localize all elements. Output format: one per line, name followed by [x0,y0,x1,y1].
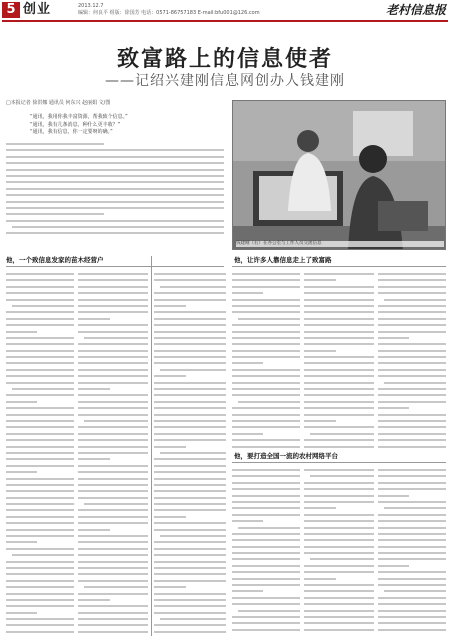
text-line [154,570,226,576]
text-line [78,583,148,589]
text-line [6,423,74,429]
text-line [378,372,446,378]
editor-contact: 编辑：何良平 组版：徐国芳 电话：0571-86757183 E-mail:bfu001@126.com [78,10,260,16]
text-line [78,602,148,608]
text-line [78,372,148,378]
text-line [154,289,226,295]
text-line [6,191,224,197]
text-line [232,504,300,510]
text-line [78,340,148,346]
intro-text [6,140,224,238]
text-line [304,391,374,397]
text-line [6,404,74,410]
text-line [378,517,446,523]
text-line [232,568,300,574]
text-line [232,321,300,327]
text-line [304,296,374,302]
text-line [6,506,74,512]
text-line [6,436,74,442]
article-title: 致富路上的信息使者 [116,47,333,72]
column-divider [151,256,152,636]
text-line [232,485,300,491]
text-line [304,536,374,542]
photo-image [233,101,446,250]
text-line [154,423,226,429]
text-line [154,487,226,493]
text-line [378,391,446,397]
text-line [154,436,226,442]
text-line [378,340,446,346]
text-line [154,590,226,596]
text-line [304,555,374,561]
intro-quotes [30,114,220,137]
text-line [6,590,74,596]
text-line [78,296,148,302]
text-line [6,570,74,576]
text-line [378,536,446,542]
text-line [304,359,374,365]
text-line [78,391,148,397]
text-line [232,308,300,314]
text-line [78,621,148,627]
text-line [6,443,74,449]
body-column-2 [78,270,148,636]
text-line [154,538,226,544]
text-line [6,621,74,627]
text-line [6,487,74,493]
section-rule [232,462,446,463]
text-line [154,340,226,346]
text-line [304,289,374,295]
photo-caption: 钱建刚（右）在办公室与工作人员交流信息 [236,241,444,247]
text-line [6,551,74,557]
text-line [6,628,74,634]
text-line [304,492,374,498]
text-line [232,492,300,498]
text-line [378,504,446,510]
text-line [6,198,224,204]
text-line [378,289,446,295]
text-line [154,404,226,410]
text-line [6,166,224,172]
text-line [378,436,446,442]
text-line [6,340,74,346]
issue-date: 2013.12.7 [78,3,104,9]
text-line [232,296,300,302]
quote-line: “通讯，我有信息，你一定要呀的确。” [30,129,113,135]
text-line [78,519,148,525]
section-title: 创业 [23,2,52,17]
text-line [304,436,374,442]
text-line [78,328,148,334]
text-line [378,423,446,429]
text-line [78,423,148,429]
text-line [154,328,226,334]
text-line [6,159,224,165]
text-line [378,587,446,593]
text-line [78,487,148,493]
text-line [232,619,300,625]
text-line [232,436,300,442]
text-line [6,359,74,365]
text-line [154,628,226,634]
text-line [6,308,74,314]
text-line [154,308,226,314]
text-line [232,340,300,346]
text-line [154,551,226,557]
text-line [378,296,446,302]
text-line [6,276,74,282]
text-line [304,308,374,314]
text-line [232,276,300,282]
text-line [6,229,224,235]
text-line [304,443,374,449]
text-line [154,321,226,327]
body-column-4 [232,270,300,450]
text-line [6,289,74,295]
text-line [154,359,226,365]
newspaper-logo: 老村信息报 [385,3,446,17]
text-line [304,587,374,593]
text-line [78,468,148,474]
text-line [6,391,74,397]
text-line [378,485,446,491]
text-line [378,328,446,334]
text-line [378,276,446,282]
text-line [78,551,148,557]
body-column-1 [6,270,74,636]
text-line [378,600,446,606]
section-rule [6,266,224,267]
text-line [304,423,374,429]
text-line [78,443,148,449]
text-line [154,468,226,474]
text-line [232,443,300,449]
article-subtitle: ——记绍兴建刚信息网创办人钱建刚 [105,73,345,89]
text-line [78,506,148,512]
text-line [232,423,300,429]
text-line [304,600,374,606]
body-column-3 [154,270,226,636]
text-line [378,359,446,365]
text-line [378,626,446,632]
text-line [232,536,300,542]
text-line [304,626,374,632]
text-line [232,391,300,397]
text-line [304,568,374,574]
text-line [154,621,226,627]
text-line [154,296,226,302]
text-line [6,475,74,481]
text-line [154,276,226,282]
text-line [378,568,446,574]
text-line [6,455,74,461]
text-line [378,443,446,449]
text-line [78,359,148,365]
text-line [232,404,300,410]
text-line [304,517,374,523]
text-line [232,600,300,606]
text-line [304,404,374,410]
quote-line: “通讯，我用你我丰富资源，帮我致个信息。” [30,114,128,120]
text-line [304,340,374,346]
date-editor-info [78,3,260,17]
text-line [154,391,226,397]
text-line [378,555,446,561]
text-line [232,472,300,478]
text-line [304,372,374,378]
text-line [232,555,300,561]
text-line [154,519,226,525]
text-line [78,590,148,596]
body-column-9 [378,466,446,636]
text-line [6,583,74,589]
section-rule [232,266,446,267]
text-line [304,524,374,530]
article-photo [232,100,446,250]
text-line [78,628,148,634]
body-column-7 [232,466,300,636]
text-line [154,506,226,512]
text-line [304,472,374,478]
section-heading-2: 他，让许多人靠信息走上了致富路 [234,256,332,264]
text-line [304,328,374,334]
text-line [232,524,300,530]
text-line [78,570,148,576]
header-rule [2,20,448,22]
text-line [78,475,148,481]
text-line [154,475,226,481]
text-line [6,178,224,184]
text-line [304,485,374,491]
text-line [304,619,374,625]
text-line [78,538,148,544]
text-line [78,404,148,410]
text-line [378,619,446,625]
text-line [232,328,300,334]
byline: □本报记者 徐洪娜 通讯员 何东兴 赵丽娟 文/图 [6,100,111,106]
text-line [378,321,446,327]
text-line [78,276,148,282]
text-line [154,455,226,461]
text-line [232,626,300,632]
text-line [78,321,148,327]
text-line [78,436,148,442]
body-column-6 [378,270,446,450]
text-line [378,472,446,478]
page-number: 5 [2,2,20,18]
text-line [378,308,446,314]
text-line [78,308,148,314]
text-line [6,296,74,302]
text-line [304,321,374,327]
text-line [6,519,74,525]
text-line [378,524,446,530]
section-heading-1: 他，一个致信息发家的苗木经营户 [6,256,104,264]
body-column-5 [304,270,374,450]
text-line [6,146,224,152]
text-line [78,289,148,295]
quote-line: “通讯，我有几条消息，种什么更丰收？” [30,121,121,128]
body-column-8 [304,466,374,636]
text-line [154,602,226,608]
text-line [232,372,300,378]
text-line [6,321,74,327]
section-heading-3: 他，要打造全国一流的农村网络平台 [234,452,338,460]
text-line [6,372,74,378]
text-line [6,602,74,608]
